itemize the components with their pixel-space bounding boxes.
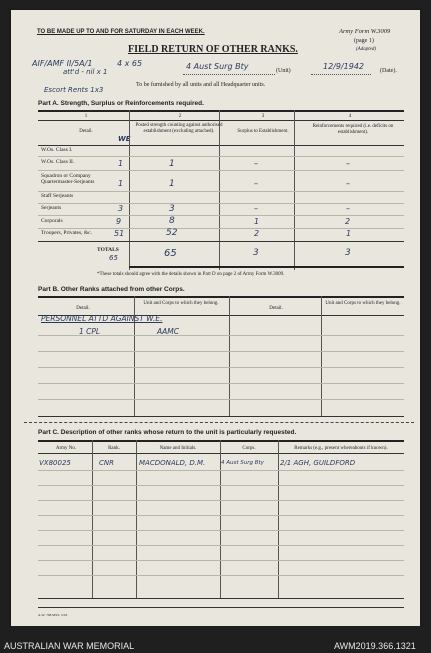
partA-row-rule-3 bbox=[38, 191, 404, 192]
partC-end-rule bbox=[38, 607, 404, 608]
printer-note: A.W. 798 MSS. 5/43 bbox=[38, 613, 68, 617]
totals-rule bbox=[129, 266, 404, 268]
row-label-staff-sjt: Staff Serjeants bbox=[41, 193, 74, 199]
hw-unit-name: 4 Aust Surg Bty bbox=[186, 62, 249, 71]
row-reinf-cpl: 2 bbox=[345, 217, 351, 226]
row-we-cpl: 9 bbox=[116, 217, 122, 226]
partA-header-strength: Posted strength counting against authorised establishment (excluding attached). bbox=[135, 123, 223, 134]
totals-label: TOTALS bbox=[97, 247, 119, 253]
partC-header-name: Name and Initials. bbox=[159, 446, 197, 451]
partA-numrow-rule bbox=[38, 120, 404, 121]
page-number: (page 1) bbox=[354, 38, 374, 44]
hw-unit-sub: att'd - nil x 1 bbox=[63, 68, 108, 76]
partC-row-rule-5 bbox=[38, 530, 404, 531]
partC-row-rule-1 bbox=[38, 470, 404, 471]
archive-footer bbox=[0, 626, 431, 653]
partB-row-rule-1 bbox=[38, 335, 404, 336]
partB-hw-corps: AAMC bbox=[157, 327, 179, 336]
partA-header-reinf: Reinforcements required (i.e. deficits on establishment). bbox=[312, 124, 394, 135]
partB-header-corps-2: Unit and Corps to which they belong. bbox=[325, 301, 401, 306]
footer-left: AUSTRALIAN WAR MEMORIAL bbox=[4, 641, 135, 651]
unit-label: (Unit) bbox=[276, 68, 291, 74]
row-surplus-wo2: – bbox=[254, 159, 258, 168]
partC-header-remarks: Remarks (e.g., present whereabouts if known). bbox=[294, 446, 388, 451]
form-title: FIELD RETURN OF OTHER RANKS. bbox=[128, 44, 298, 55]
partB-hw-row1: PERSONNEL ATTD AGAINST W.E. bbox=[41, 314, 163, 323]
partC-row-rule-6 bbox=[38, 545, 404, 546]
partA-colnum-2: 2 bbox=[178, 114, 182, 119]
row-reinf-sjt: – bbox=[346, 204, 350, 213]
row-reinf-tpr: 1 bbox=[346, 229, 352, 238]
partC-row-rule-3 bbox=[38, 500, 404, 501]
row-strength-cqms: 1 bbox=[169, 179, 175, 189]
furnished-note: To be furnished by all units and all Headquarter units. bbox=[136, 82, 266, 88]
partC-header-armyno: Army No. bbox=[55, 446, 77, 451]
row-label-wo2: W.Os. Class II. bbox=[41, 159, 75, 165]
partC-header-rank: Rank. bbox=[108, 446, 120, 451]
partC-hw-armyno: VX80025 bbox=[39, 459, 71, 467]
partB-heading: Part B. Other Ranks attached from other Corps. bbox=[38, 286, 185, 293]
date-dotline bbox=[311, 74, 371, 75]
we-label: WE bbox=[118, 135, 131, 143]
row-surplus-cqms: – bbox=[254, 179, 258, 188]
row-we-wo2: 1 bbox=[118, 159, 124, 168]
row-strength-cpl: 8 bbox=[169, 216, 175, 226]
army-form-label: Army Form W.3009 bbox=[339, 28, 391, 35]
date-label: (Date). bbox=[380, 68, 397, 74]
partB-row-rule-4 bbox=[38, 383, 404, 384]
hw-count: 4 x 65 bbox=[117, 59, 143, 68]
totals-strength: 65 bbox=[164, 248, 177, 259]
partC-row-rule-8 bbox=[38, 575, 404, 576]
hw-unit-sub2: Escort Rents 1x3 bbox=[44, 86, 104, 94]
totals-note: *These totals should agree with the details shown in Part D on page 2 of Army Form W.3009. bbox=[97, 272, 285, 277]
row-surplus-sjt: – bbox=[254, 204, 258, 213]
partB-hw-detail: 1 CPL bbox=[79, 327, 101, 336]
unit-dotline bbox=[183, 74, 275, 75]
row-reinf-wo2: – bbox=[346, 159, 350, 168]
partA-row-rule-7 bbox=[38, 241, 404, 242]
row-strength-sjt: 3 bbox=[169, 204, 175, 214]
partA-colnum-4: 4 bbox=[348, 114, 352, 119]
partC-header-corps: Corps. bbox=[242, 446, 256, 451]
row-we-sjt: 3 bbox=[118, 204, 124, 213]
partA-vline-2 bbox=[219, 110, 220, 270]
partC-hw-remarks: 2/1 AGH, GUILDFORD bbox=[280, 459, 356, 467]
partA-row-rule-1 bbox=[38, 156, 404, 157]
partC-hw-rank: CNR bbox=[99, 459, 114, 467]
partA-colnum-1: 1 bbox=[84, 114, 88, 119]
partA-header-detail: Detail. bbox=[79, 129, 93, 134]
row-label-cpl: Corporals bbox=[41, 218, 63, 224]
row-we-tpr: 51 bbox=[114, 229, 125, 238]
partA-header-surplus: Surplus to Establishment. bbox=[237, 129, 289, 134]
top-note: TO BE MADE UP TO AND FOR SATURDAY IN EACH WEEK. bbox=[37, 29, 205, 35]
partC-hw-name: MACDONALD, D.M. bbox=[139, 459, 206, 467]
partA-top-rule bbox=[38, 110, 404, 112]
row-we-cqms: 1 bbox=[118, 179, 124, 188]
partB-header-corps-1: Unit and Corps to which they belong. bbox=[143, 301, 219, 306]
cut-line bbox=[24, 422, 414, 423]
totals-surplus: 3 bbox=[253, 248, 259, 258]
partB-bottom-rule bbox=[38, 416, 404, 417]
form-page bbox=[11, 10, 420, 626]
row-label-wo1: W.Os. Class I. bbox=[41, 147, 73, 153]
row-label-tpr: Troopers, Privates, &c. bbox=[41, 230, 92, 236]
row-surplus-cpl: 1 bbox=[254, 217, 260, 226]
row-surplus-tpr: 2 bbox=[254, 229, 260, 238]
partC-heading: Part C. Description of other ranks whose return to the unit is particularly requested. bbox=[38, 429, 297, 436]
partA-colnum-3: 3 bbox=[261, 114, 265, 119]
partB-row-rule-2 bbox=[38, 351, 404, 352]
totals-reinf: 3 bbox=[345, 248, 351, 258]
partB-header-detail-1: Detail. bbox=[76, 306, 90, 311]
partB-row-rule-5 bbox=[38, 399, 404, 400]
row-strength-tpr: 52 bbox=[166, 228, 178, 238]
row-label-sjt: Serjeants bbox=[41, 205, 62, 211]
partB-header-detail-2: Detail. bbox=[269, 306, 283, 311]
partB-row-rule-3 bbox=[38, 367, 404, 368]
partA-vline-3 bbox=[294, 110, 295, 270]
hw-unit-code: AIF/AMF II/5A/1 bbox=[32, 59, 93, 68]
totals-we: 65 bbox=[109, 254, 118, 262]
partA-header-rule bbox=[38, 145, 404, 146]
partC-row-rule-7 bbox=[38, 560, 404, 561]
partC-row-rule-2 bbox=[38, 485, 404, 486]
footer-right: AWM2019.366.1321 bbox=[334, 641, 416, 651]
row-reinf-cqms: – bbox=[346, 179, 350, 188]
partA-vline-1 bbox=[129, 110, 130, 270]
row-label-cqms: Squadron or Company Quartermaster-Serjeants bbox=[41, 173, 95, 186]
partC-bottom-rule bbox=[38, 598, 404, 599]
partB-top-rule bbox=[38, 296, 404, 298]
hw-date: 12/9/1942 bbox=[323, 62, 365, 71]
partA-heading: Part A. Strength, Surplus or Reinforcements required. bbox=[38, 100, 204, 107]
row-strength-wo2: 1 bbox=[169, 159, 175, 169]
partA-row-rule-2 bbox=[38, 170, 404, 171]
partC-row-rule-4 bbox=[38, 515, 404, 516]
partA-row-rule-5 bbox=[38, 215, 404, 216]
adapted-label: (Adapted) bbox=[356, 47, 376, 52]
partC-hw-corps: 4 Aust Surg Bty bbox=[221, 460, 264, 466]
